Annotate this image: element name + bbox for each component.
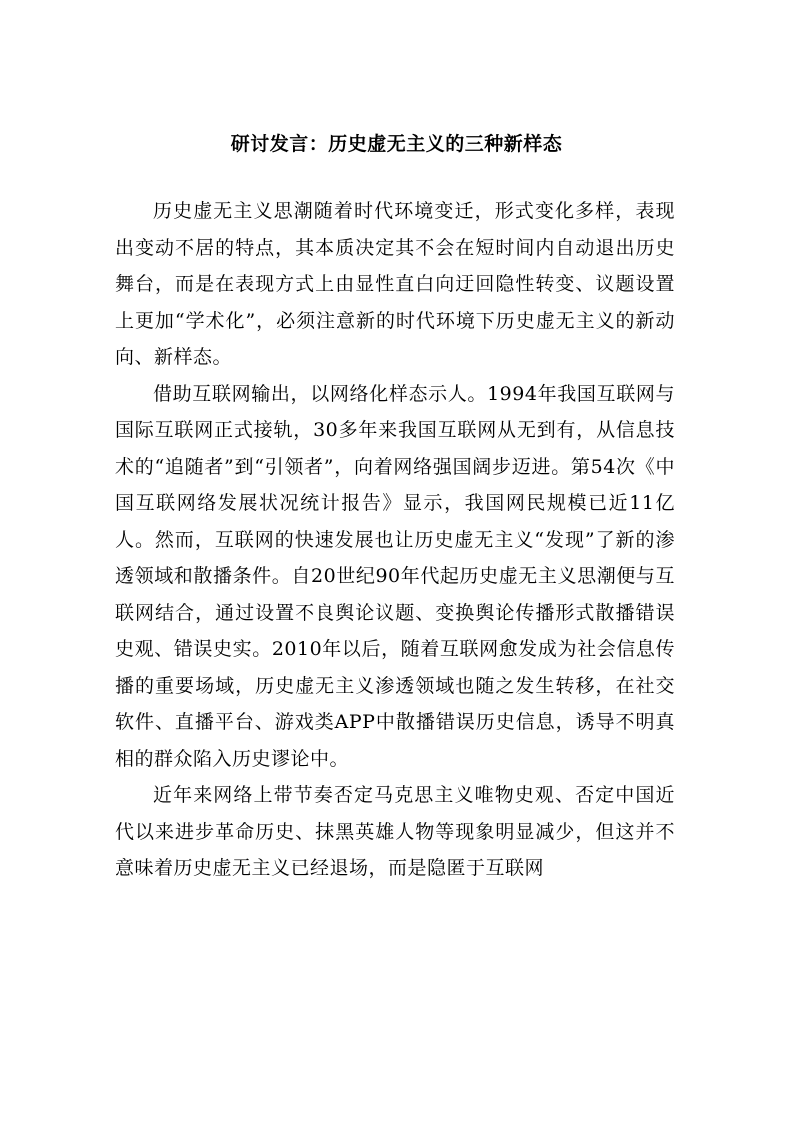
- paragraph: 借助互联网输出，以网络化样态示人。1994年我国互联网与国际互联网正式接轨，30多年来我国互联网从无到有，从信息技术的“追随者”到“引领者”，向着网络强国阔步迈进。第54次《中国互联网络发展状况统计报告》显示，我国网民规模已近11亿人。然而，互联网的快速发展也让历史虚无主义“发现”了新的渗透领域和散播条件。自20世纪90年代起历史虚无主义思潮便与互联网结合，通过设置不良舆论议题、变换舆论传播形式散播错误史观、错误史实。2010年以后，随着互联网愈发成为社会信息传播的重要场域，历史虚无主义渗透领域也随之发生转移，在社交软件、直播平台、游戏类APP中散播错误历史信息，诱导不明真相的群众陷入历史谬论中。: [115, 382, 675, 770]
- paragraph: 历史虚无主义思潮随着时代环境变迁，形式变化多样，表现出变动不居的特点，其本质决定其不会在短时间内自动退出历史舞台，而是在表现方式上由显性直白向迂回隐性转变、议题设置上更加“学术化”，必须注意新的时代环境下历史虚无主义的新动向、新样态。: [115, 200, 675, 368]
- paragraph: 近年来网络上带节奏否定马克思主义唯物史观、否定中国近代以来进步革命历史、抹黑英雄人物等现象明显减少，但这并不意味着历史虚无主义已经退场，而是隐匿于互联网: [115, 784, 675, 879]
- document-body: [115, 193, 675, 887]
- document-title: 研讨发言：历史虚无主义的三种新样态: [230, 133, 563, 155]
